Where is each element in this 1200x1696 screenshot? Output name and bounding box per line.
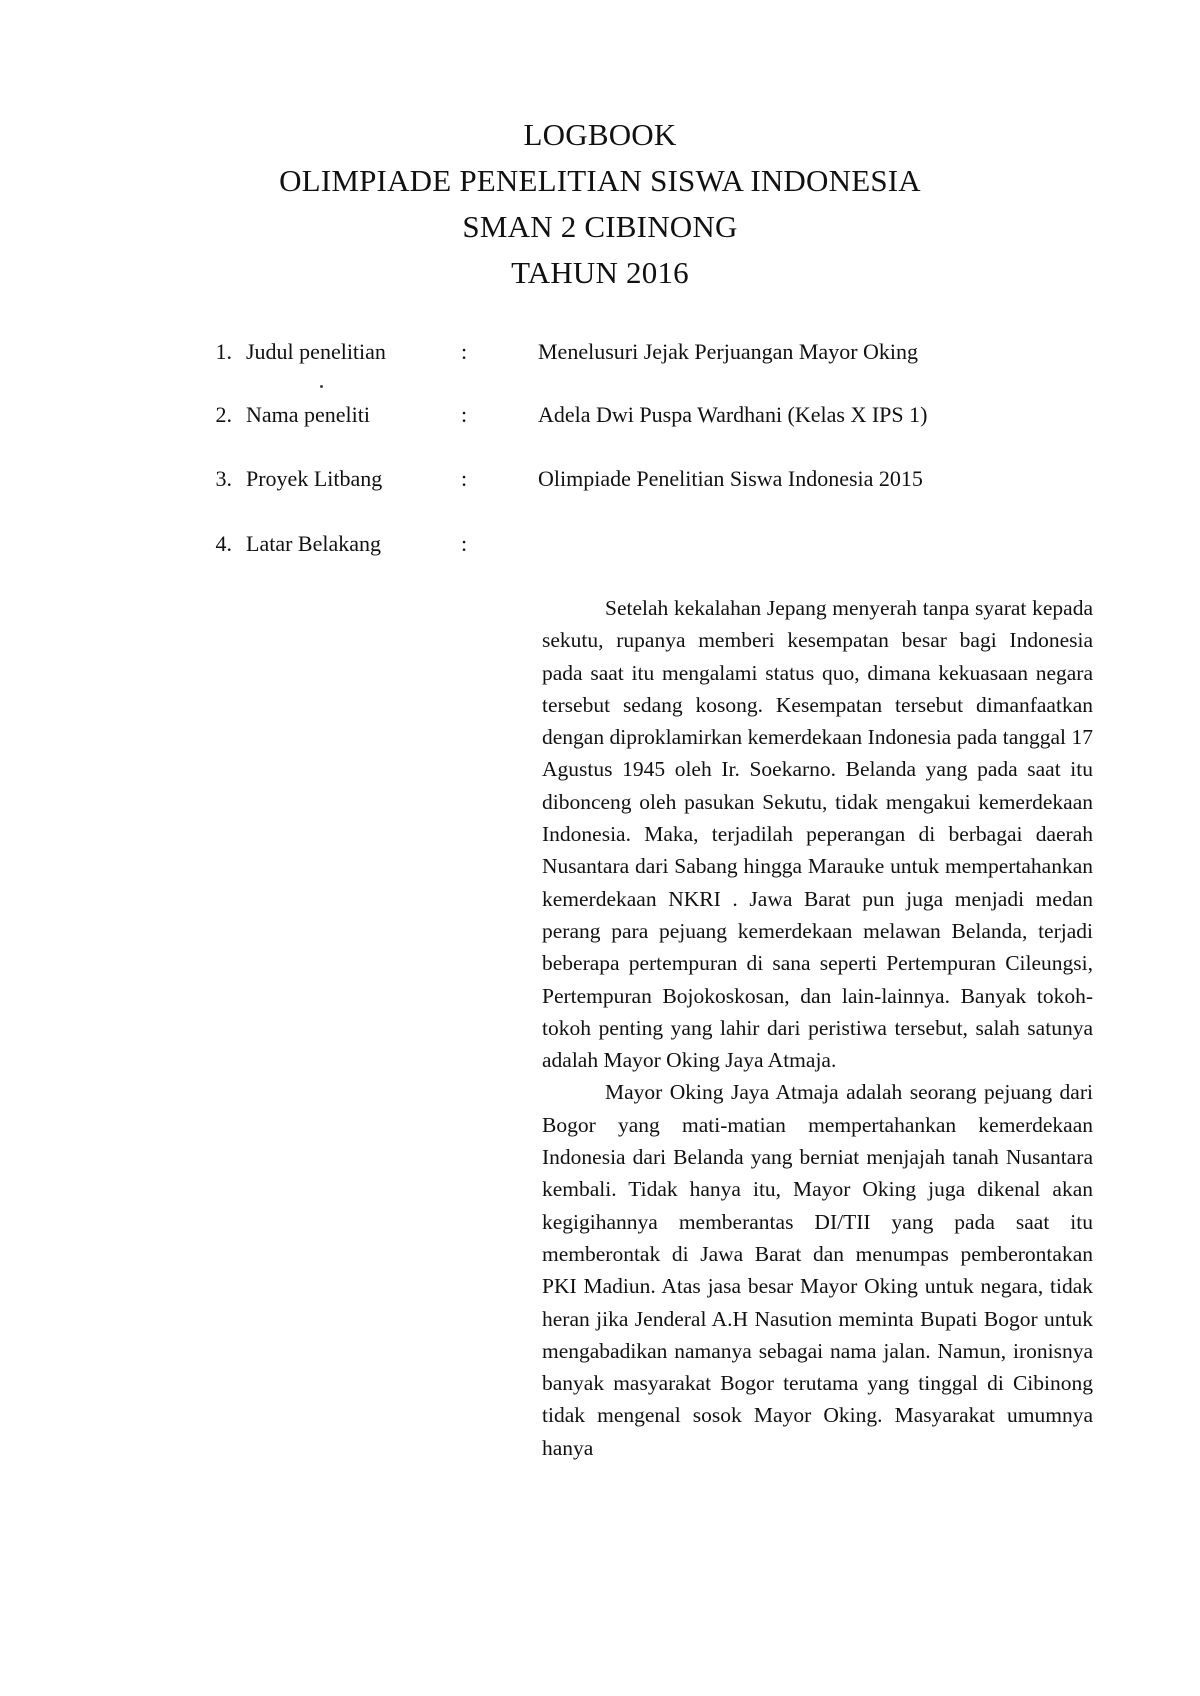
title-line-logbook: LOGBOOK bbox=[523, 117, 677, 152]
paragraph-2: Mayor Oking Jaya Atmaja adalah seorang pejuang dari Bogor yang mati-matian mempertahankan kemerdekaan Indonesia dari Belanda yang berniat menjajah tanah Nusantara kembali. Tidak hanya itu, Mayor Oking juga dikenal akan kegigihannya memberantas DI/TII yang pada saat itu memberontak di Jawa Barat dan menumpas pemberontakan PKI Madiun. Atas jasa besar Mayor Oking untuk negara, tidak heran jika Jenderal A.H Nasution meminta Bupati Bogor untuk mengabadikan namanya sebagai nama jalan. Namun, ironisnya banyak masyarakat Bogor terutama yang tinggal di Cibinong tidak mengenal sosok Mayor Oking. Masyarakat umumnya hanya bbox=[542, 1080, 1093, 1460]
background-body-text bbox=[542, 592, 1093, 1464]
field-value: Menelusuri Jejak Perjuangan Mayor Oking bbox=[538, 339, 919, 364]
field-label: Latar Belakang bbox=[246, 531, 381, 556]
field-colon: : bbox=[461, 402, 468, 427]
paragraph-1: Setelah kekalahan Jepang menyerah tanpa syarat kepada sekutu, rupanya memberi kesempatan besar bagi Indonesia pada saat itu mengalami status quo, dimana kekuasaan negara tersebut sedang kosong. Kesempatan tersebut dimanfaatkan dengan diproklamirkan kemerdekaan Indonesia pada tanggal 17 Agustus 1945 oleh Ir. Soekarno. Belanda yang pada saat itu dibonceng oleh pasukan Sekutu, tidak mengakui kemerdekaan Indonesia. Maka, terjadilah peperangan di berbagai daerah Nusantara dari Sabang hingga Marauke untuk mempertahankan kemerdekaan NKRI . Jawa Barat pun juga menjadi medan perang para pejuang kemerdekaan melawan Belanda, terjadi beberapa pertempuran di sana seperti Pertempuran Cileungsi, Pertempuran Bojokoskosan, dan lain-lainnya. Banyak tokoh-tokoh penting yang lahir dari peristiwa tersebut, salah satunya adalah Mayor Oking Jaya Atmaja. bbox=[542, 596, 1093, 1073]
stray-mark bbox=[320, 385, 323, 388]
title-line-year: TAHUN 2016 bbox=[511, 255, 689, 290]
field-value: Olimpiade Penelitian Siswa Indonesia 2015 bbox=[538, 466, 923, 491]
field-row-background bbox=[0, 524, 1200, 564]
field-number: 4. bbox=[215, 531, 232, 556]
field-number: 3. bbox=[215, 466, 232, 491]
field-label: Nama peneliti bbox=[246, 402, 371, 427]
title-line-school: SMAN 2 CIBINONG bbox=[462, 209, 738, 244]
title-line-olympiad: OLIMPIADE PENELITIAN SISWA INDONESIA bbox=[279, 163, 921, 198]
field-label: Judul penelitian bbox=[246, 339, 386, 364]
field-colon: : bbox=[461, 339, 468, 364]
field-value: Adela Dwi Puspa Wardhani (Kelas X IPS 1) bbox=[538, 402, 928, 427]
field-colon: : bbox=[461, 531, 468, 556]
document-title bbox=[0, 112, 1200, 296]
field-number: 1. bbox=[215, 339, 232, 364]
field-number: 2. bbox=[215, 402, 232, 427]
field-row-project bbox=[0, 459, 1200, 499]
field-colon: : bbox=[461, 466, 468, 491]
field-label: Proyek Litbang bbox=[246, 466, 383, 491]
field-row-research-title bbox=[0, 332, 1200, 372]
field-row-researcher-name bbox=[0, 395, 1200, 435]
